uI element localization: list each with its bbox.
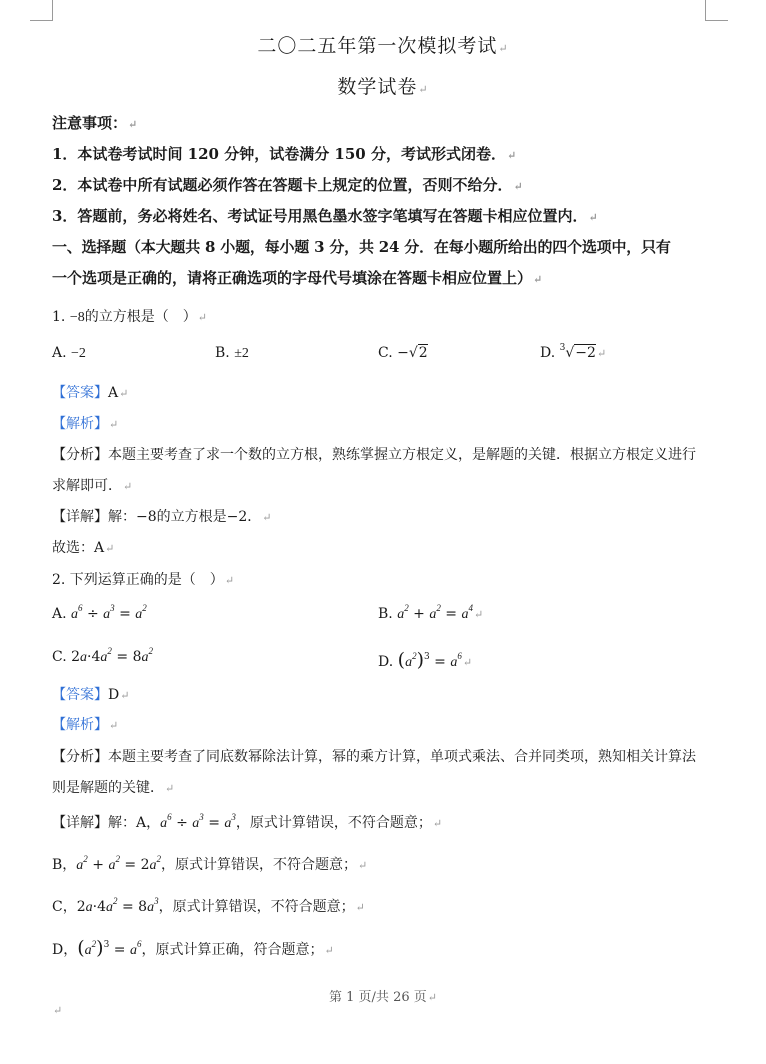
- q1-option-a: A. −2: [52, 345, 86, 361]
- q2-answer: 【答案】D↵: [52, 687, 130, 703]
- q2-analysis-line-1: 【分析】本题主要考查了同底数幂除法计算，幂的乘方计算，单项式乘法、合并同类项，熟知相关计算法: [52, 749, 696, 765]
- section-heading-line-1: 一、选择题（本大题共 8 小题，每小题 3 分，共 24 分．在每小题所给出的四个选项中，只有: [52, 238, 671, 256]
- q1-option-d: D. $^3$√−2↵: [540, 343, 607, 361]
- section-heading-line-2: 一个选项是正确的，请将正确选项的字母代号填涂在答题卡相应位置上）↵: [52, 269, 543, 287]
- note-item-3: 3．答题前，务必将姓名、考试证号用黑色墨水签字笔填写在答题卡相应位置内．↵: [52, 207, 598, 225]
- crop-mark-top-left: [30, 0, 53, 21]
- q1-option-b: B. ±2: [215, 345, 249, 361]
- crop-mark-top-right: [705, 0, 728, 21]
- q2-stem: 2. 下列运算正确的是（ ）↵: [52, 572, 235, 588]
- q2-analysis-line-2: 则是解题的关键．↵: [52, 780, 175, 796]
- q1-answer: 【答案】A↵: [52, 385, 129, 401]
- exam-title: 二〇二五年第一次模拟考试↵: [257, 35, 509, 57]
- q2-option-b: B. $a^2 + a^2$ = $a^4↵$: [378, 603, 484, 622]
- q1-analysis-line-1: 【分析】本题主要考查了求一个数的立方根，熟练掌握立方根定义，是解题的关键．根据立方根定义进行: [52, 447, 696, 463]
- q2-jiexi: 【解析】↵: [52, 717, 119, 733]
- q1-analysis-line-2: 求解即可．↵: [52, 478, 133, 494]
- q2-detail-c: C，$2a\cdot 4a^2 = 8a^3$，原式计算错误，不符合题意；↵: [52, 896, 365, 915]
- notes-heading: 注意事项：↵: [52, 114, 138, 132]
- q2-option-d: D. $(a^2)^3$ = $a^6↵$: [378, 649, 473, 671]
- q1-stem: 1. −8的立方根是（ ）↵: [52, 309, 207, 325]
- q1-option-c: C. −√2: [378, 345, 428, 361]
- q1-detail: 【详解】解：−8的立方根是−2．↵: [52, 509, 272, 525]
- q2-detail-a: 【详解】解：A，$a^6 \div a^3 = a^3$，原式计算错误，不符合题意；↵: [52, 812, 443, 831]
- q1-choose: 故选：A↵: [52, 540, 115, 556]
- q1-jiexi: 【解析】↵: [52, 416, 119, 432]
- q2-detail-d: D，$(a^2)^3 = a^6$，原式计算正确，符合题意；↵: [52, 937, 334, 959]
- note-item-2: 2．本试卷中所有试题必须作答在答题卡上规定的位置，否则不给分．↵: [52, 176, 523, 194]
- q2-option-a: A. $a^6 \div a^3 = a^2$: [52, 603, 147, 622]
- page-footer: 第 1 页/共 26 页↵: [329, 990, 437, 1005]
- note-item-1: 1．本试卷考试时间 120 分钟，试卷满分 150 分，考试形式闭卷．↵: [52, 145, 517, 163]
- q2-detail-b: B，$a^2 + a^2 = 2a^2$，原式计算错误，不符合题意；↵: [52, 854, 368, 873]
- trailing-paragraph-mark: ↵: [53, 1004, 63, 1017]
- exam-subtitle: 数学试卷↵: [337, 76, 429, 98]
- q2-option-c: C. $2a\cdot 4a^2 = 8a^2$: [52, 646, 153, 665]
